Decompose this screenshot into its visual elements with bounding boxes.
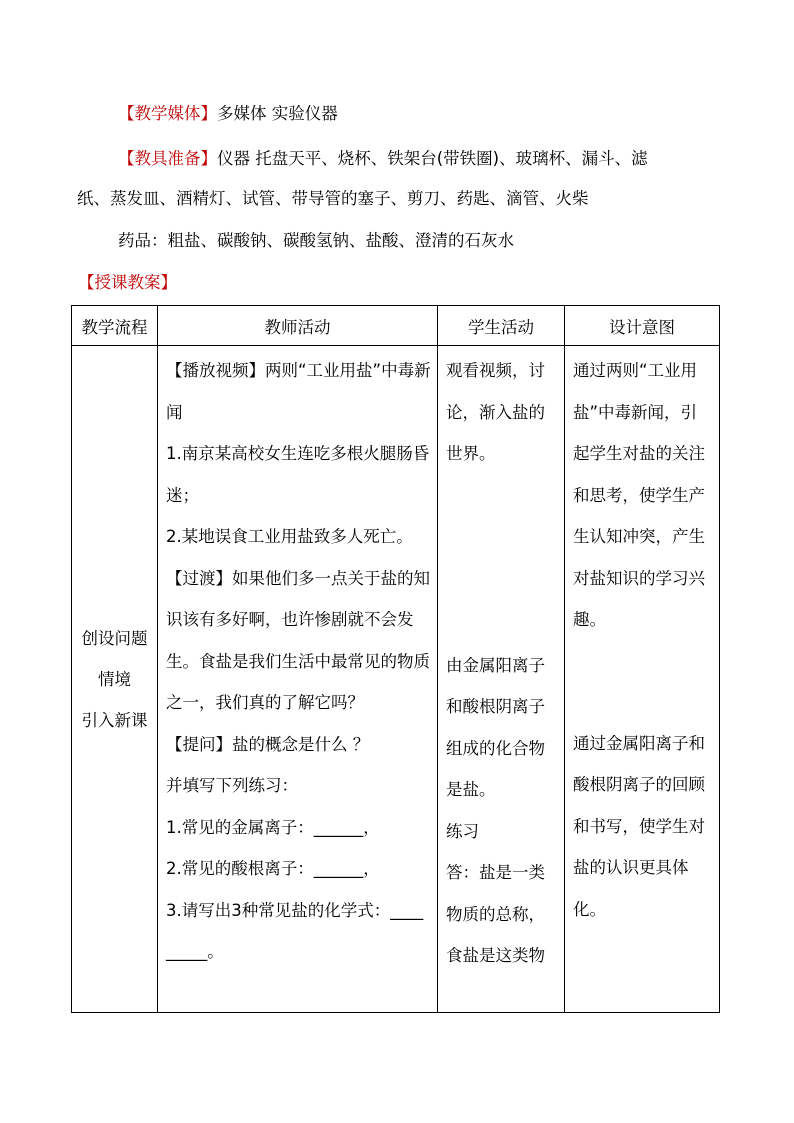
- student-text: 观看视频，讨论，渐入盐的世界。: [446, 361, 545, 463]
- teaching-media-label: 【教学媒体】: [118, 104, 217, 123]
- teacher-text: 2.常见的酸根离子：______，: [166, 859, 380, 878]
- header-student-activity: 学生活动: [438, 306, 565, 346]
- teacher-text: 【提问】盐的概念是什么 ？: [166, 734, 370, 754]
- section-title: 【授课教案】: [78, 273, 177, 292]
- header-design-intent: 设计意图: [565, 306, 720, 346]
- student-text: 练习: [446, 821, 479, 841]
- intent-text: 通过两则“工业用盐”中毒新闻，引起学生对盐的关注和思考，使学生产生认知冲突，产生对盐知识的学习兴趣。: [573, 361, 705, 629]
- teaching-tools-label: 【教具准备】: [118, 149, 217, 168]
- teaching-tools-line-2: 纸、蒸发皿、酒精灯、试管、带导管的塞子、剪刀、药匙、滴管、火柴: [77, 189, 589, 208]
- header-process: 教学流程: [72, 306, 158, 346]
- teaching-tools-line: [118, 146, 648, 172]
- teaching-media-value: 多媒体 实验仪器: [217, 104, 338, 123]
- lesson-plan-table: [71, 305, 720, 1013]
- intent-text: 通过金属阳离子和酸根阴离子的回顾和书写，使学生对盐的认识更具体化。: [573, 733, 705, 919]
- teacher-text: 2.某地误食工业用盐致多人死亡。: [166, 527, 413, 546]
- design-intent-cell: [565, 346, 720, 1013]
- stage-cell: [72, 346, 158, 1013]
- teacher-text: 1.南京某高校女生连吃多根火腿肠昏迷；: [166, 444, 430, 505]
- student-text: 答：盐是一类物质的总称，食盐是这类物: [446, 863, 545, 965]
- drugs-line: 药品：粗盐、碳酸钠、碳酸氢钠、盐酸、澄清的石灰水: [118, 231, 514, 250]
- teaching-media-line: [118, 101, 338, 127]
- stage-line: 引入新课: [81, 710, 148, 730]
- teacher-activity-cell: [158, 346, 438, 1013]
- student-activity-cell: [438, 346, 565, 1013]
- teacher-text: 【播放视频】两则“工业用盐”中毒新闻: [166, 361, 431, 422]
- teacher-text: 【过渡】如果他们多一点关于盐的知识该有多好啊，也许惨剧就不会发生。食盐是我们生活中最常见的物质之一，我们真的了解它吗？: [166, 568, 430, 712]
- stage-line: 情境: [98, 669, 131, 689]
- table-row: [72, 346, 720, 1013]
- teacher-text: 1.常见的金属离子：______，: [166, 817, 380, 837]
- teacher-text: 3.请写出3种常见盐的化学式：_________。: [166, 900, 424, 961]
- student-text: 由金属阳离子和酸根阴离子组成的化合物是盐。: [446, 655, 545, 799]
- table-header-row: [72, 306, 720, 346]
- stage-line: 创设问题: [81, 628, 148, 648]
- header-teacher-activity: 教师活动: [158, 306, 438, 346]
- teacher-text: 并填写下列练习：: [166, 776, 298, 795]
- teaching-tools-value: 仪器 托盘天平、烧杯、铁架台(带铁圈)、玻璃杯、漏斗、滤: [217, 149, 648, 168]
